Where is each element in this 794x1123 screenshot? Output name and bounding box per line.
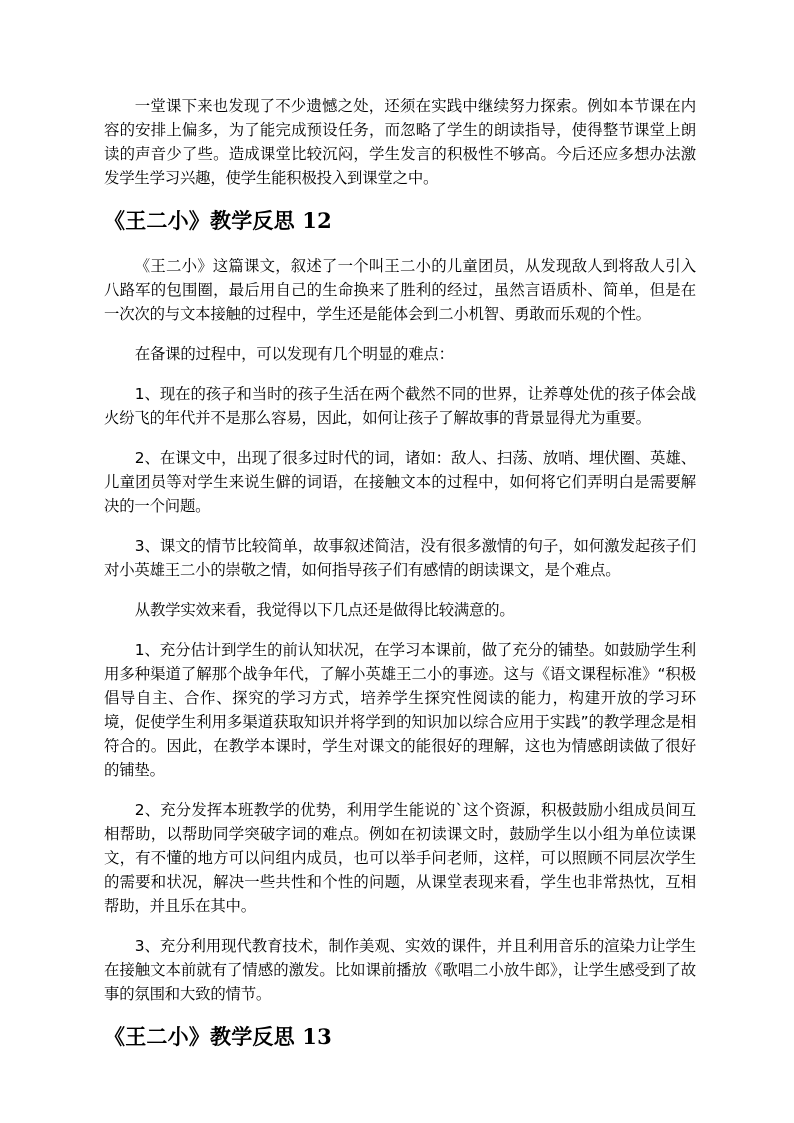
paragraph-difficulty-1: 1、现在的孩子和当时的孩子生活在两个截然不同的世界，让养尊处优的孩子体会战火纷飞的年代并不是那么容易，因此，如何让孩子了解故事的背景显得尤为重要。: [104, 385, 696, 427]
paragraph-intro-reflection: 一堂课下来也发现了不少遗憾之处，还须在实践中继续努力探索。例如本节课在内容的安排上偏多，为了能完成预设任务，而忽略了学生的朗读指导，使得整节课堂上朗读的声音少了些。造成课堂比较沉闷，学生发言的积极性不够高。今后还应多想办法激发学生学习兴趣，使学生能积极投入到课堂之中。: [104, 97, 696, 187]
section-heading-13: 《王二小》教学反思 13: [104, 1024, 332, 1049]
paragraph-result-3: 3、充分利用现代教育技术，制作美观、实效的课件，并且利用音乐的渲染力让学生在接触文本前就有了情感的激发。比如课前播放《歌唱二小放牛郎》，让学生感受到了故事的氛围和大致的情节。: [104, 937, 696, 1003]
section-heading-12: 《王二小》教学反思 12: [104, 208, 332, 233]
paragraph-difficulty-3: 3、课文的情节比较简单，故事叙述简洁，没有很多激情的句子，如何激发起孩子们对小英雄王二小的崇敬之情，如何指导孩子们有感情的朗读课文，是个难点。: [104, 537, 696, 579]
paragraph-result-2: 2、充分发挥本班教学的优势，利用学生能说的`这个资源，积极鼓励小组成员间互相帮助，以帮助同学突破字词的难点。例如在初读课文时，鼓励学生以小组为单位读课文，有不懂的地方可以问组内成员，也可以举手问老师，这样，可以照顾不同层次学生的需要和状况，解决一些共性和个性的问题，从课堂表现来看，学生也非常热忱，互相帮助，并且乐在其中。: [104, 801, 696, 915]
paragraph-results-intro: 从教学实效来看，我觉得以下几点还是做得比较满意的。: [134, 601, 515, 619]
document-page: [104, 94, 696, 1070]
paragraph-result-1: 1、充分估计到学生的前认知状况，在学习本课前，做了充分的铺垫。如鼓励学生利用多种渠道了解那个战争年代，了解小英雄王二小的事迹。这与《语文课程标准》“积极倡导自主、合作、探究的学习方式，培养学生探究性阅读的能力，构建开放的学习环境，促使学生利用多渠道获取知识并将学到的知识加以综合应用于实践”的教学理念是相符合的。因此，在教学本课时，学生对课文的能很好的理解，这也为情感朗读做了很好的铺垫。: [104, 641, 696, 779]
paragraph-difficulties-intro: 在备课的过程中，可以发现有几个明显的难点：: [134, 345, 454, 363]
paragraph-difficulty-2: 2、在课文中，出现了很多过时代的词，诸如：敌人、扫荡、放哨、埋伏圈、英雄、儿童团员等对学生来说生僻的词语，在接触文本的过程中，如何将它们弄明白是需要解决的一个问题。: [104, 449, 696, 515]
paragraph-text-summary: 《王二小》这篇课文，叙述了一个叫王二小的儿童团员，从发现敌人到将敌人引入八路军的包围圈，最后用自己的生命换来了胜利的经过，虽然言语质朴、简单，但是在一次次的与文本接触的过程中，学生还是能体会到二小机智、勇敢而乐观的个性。: [104, 257, 696, 323]
